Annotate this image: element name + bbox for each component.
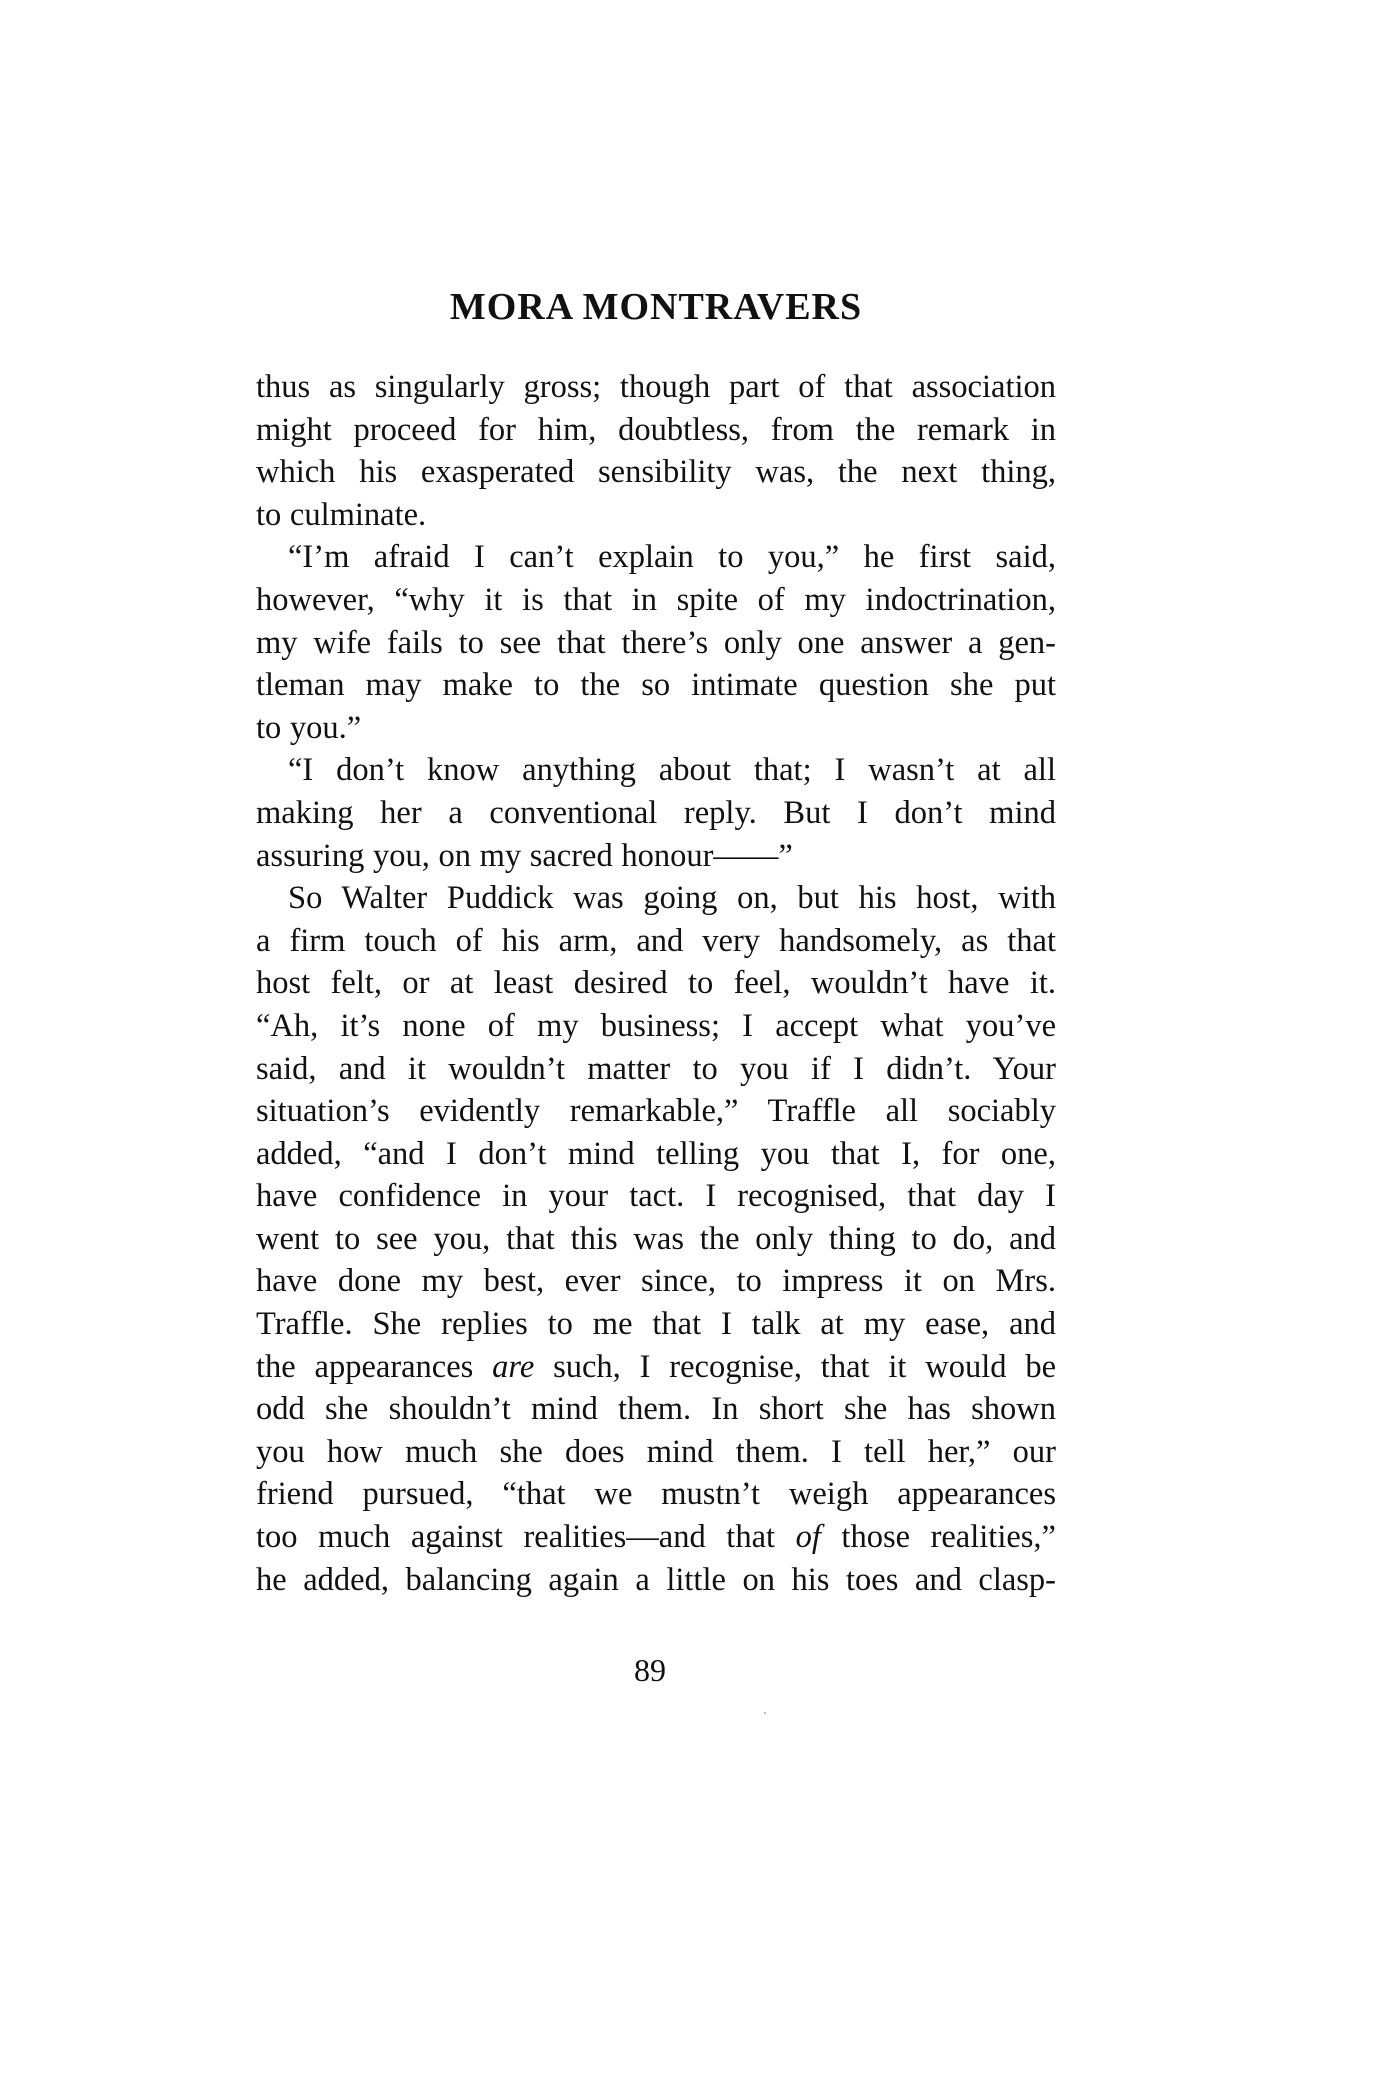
text-line: tleman may make to the so intimate question she put: [256, 667, 1056, 704]
text-line: he added, balancing again a little on his toes and clasp-: [256, 1561, 1056, 1598]
paragraph-start-line: “I don’t know anything about that; I wasn’t at all: [288, 752, 1056, 789]
text-line: you how much she does mind them. I tell her,” our: [256, 1433, 1056, 1470]
text-segment: too much against realities—and that: [256, 1519, 796, 1556]
text-line: added, “and I don’t mind telling you that I, for one,: [256, 1135, 1056, 1172]
text-line: which his exasperated sensibility was, the next thing,: [256, 454, 1056, 491]
text-line: might proceed for him, doubtless, from the remark in: [256, 411, 1056, 448]
text-line: said, and it wouldn’t matter to you if I didn’t. Your: [256, 1050, 1056, 1087]
text-segment: the appearances: [256, 1348, 493, 1385]
running-title: MORA MONTRAVERS: [449, 286, 863, 328]
text-line: making her a conventional reply. But I don’t mind: [256, 794, 1056, 831]
text-line: have confidence in your tact. I recognised, that day I: [256, 1178, 1056, 1215]
scan-speck: [764, 1712, 766, 1714]
text-segment: such, I recognise, that it would be: [534, 1348, 1057, 1385]
text-line: to culminate.: [256, 496, 427, 533]
text-line: situation’s evidently remarkable,” Traffle all sociably: [256, 1093, 1056, 1130]
text-line: have done my best, ever since, to impress it on Mrs.: [256, 1263, 1056, 1300]
text-line: to you.”: [256, 709, 362, 746]
text-line: friend pursued, “that we mustn’t weigh appearances: [256, 1476, 1056, 1513]
paragraph-start-line: So Walter Puddick was going on, but his host, with: [288, 880, 1056, 917]
text-line: a firm touch of his arm, and very handsomely, as that: [256, 922, 1056, 959]
text-line: assuring you, on my sacred honour——”: [256, 837, 793, 874]
text-line: my wife fails to see that there’s only one answer a gen-: [256, 624, 1056, 661]
paragraph-start-line: “I’m afraid I can’t explain to you,” he first said,: [288, 539, 1056, 576]
emphasis: of: [795, 1519, 821, 1556]
page-number: 89: [634, 1652, 666, 1688]
text-line: went to see you, that this was the only thing to do, and: [256, 1220, 1056, 1257]
text-segment: those realities,”: [820, 1519, 1056, 1556]
text-line: thus as singularly gross; though part of that association: [256, 369, 1056, 405]
text-line: odd she shouldn’t mind them. In short she has shown: [256, 1391, 1056, 1428]
text-line: [256, 1516, 1056, 1559]
text-line: Traffle. She replies to me that I talk at my ease, and: [256, 1306, 1056, 1343]
body-text: [256, 366, 1056, 1601]
text-line: however, “why it is that in spite of my indoctrination,: [256, 581, 1056, 618]
emphasis: are: [492, 1348, 535, 1385]
text-line: host felt, or at least desired to feel, wouldn’t have it.: [256, 965, 1056, 1002]
text-line: [256, 1346, 1056, 1389]
text-line: “Ah, it’s none of my business; I accept what you’ve: [256, 1007, 1056, 1044]
